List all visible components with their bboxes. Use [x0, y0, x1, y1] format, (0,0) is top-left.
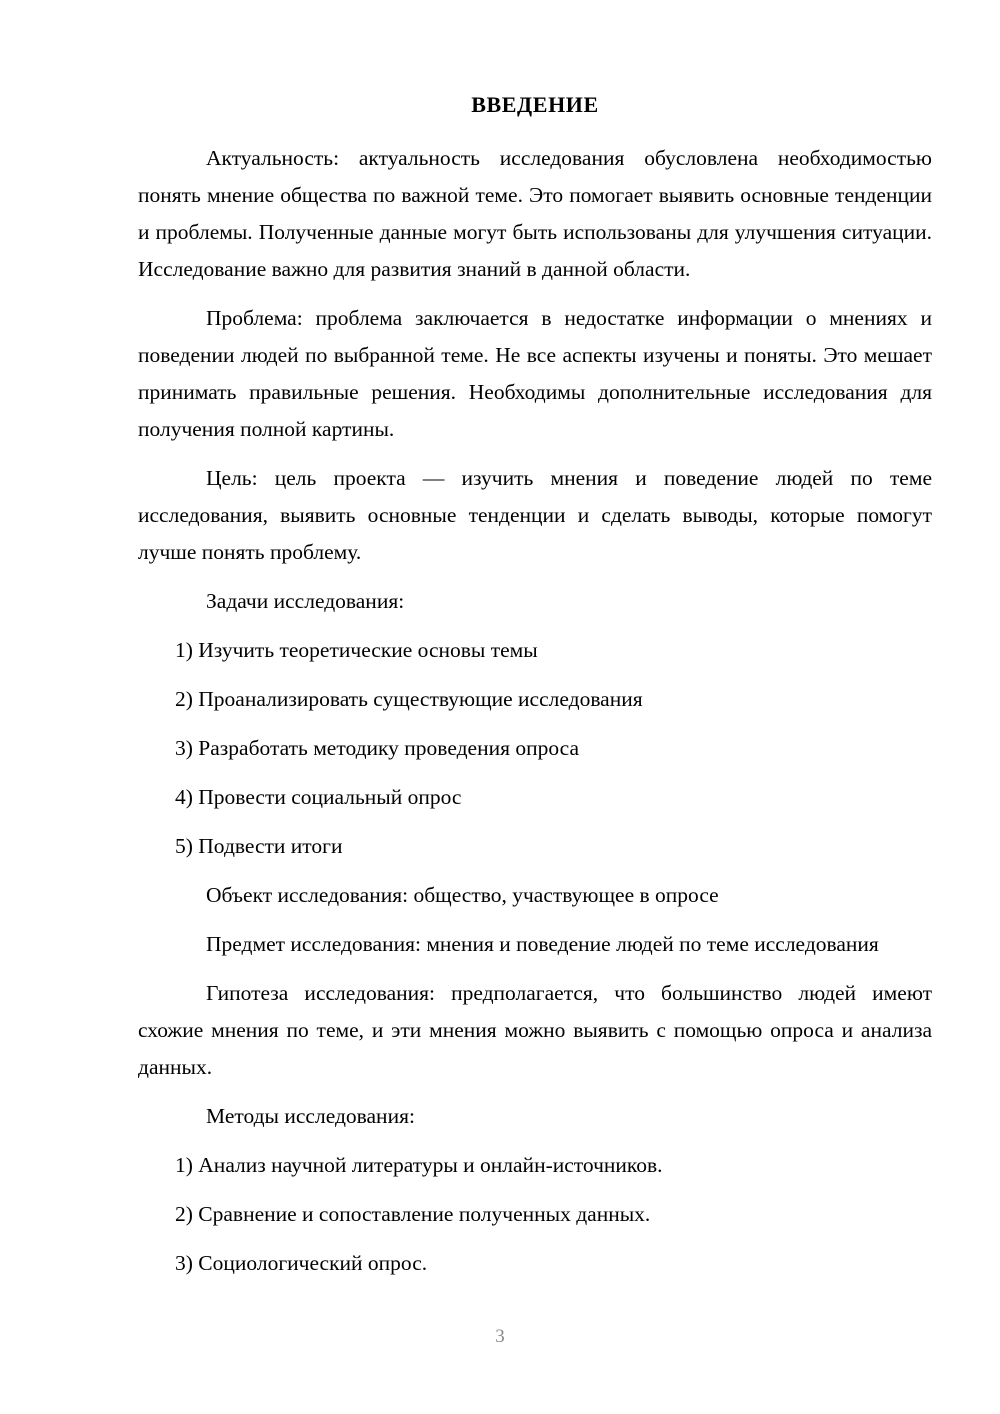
- list-item: 5) Подвести итоги: [175, 834, 343, 858]
- paragraph-relevance: Актуальность: актуальность исследования обусловлена необходимостью понять мнение общества по важной теме. Это помогает выявить основные тенденции и проблемы. Полученные данные могут быть использованы для улучшения ситуации. Исследование важно для развития знаний в данной области.: [138, 146, 932, 281]
- tasks-list: [138, 632, 932, 865]
- paragraph-goal: Цель: цель проекта — изучить мнения и поведение людей по теме исследования, выявить основные тенденции и сделать выводы, которые помогут лучше понять проблему.: [138, 466, 932, 564]
- document-body: [138, 88, 932, 1294]
- list-item: 2) Проанализировать существующие исследования: [175, 687, 643, 711]
- list-item: 4) Провести социальный опрос: [175, 785, 462, 809]
- paragraph-object: Объект исследования: общество, участвующее в опросе: [206, 883, 719, 907]
- paragraph-hypothesis: Гипотеза исследования: предполагается, что большинство людей имеют схожие мнения по теме, и эти мнения можно выявить с помощью опроса и анализа данных.: [138, 981, 932, 1079]
- page-title: ВВЕДЕНИЕ: [471, 92, 599, 117]
- list-item: 3) Социологический опрос.: [175, 1251, 428, 1275]
- heading-methods: Методы исследования:: [206, 1104, 415, 1128]
- list-item: 1) Анализ научной литературы и онлайн-источников.: [175, 1153, 663, 1177]
- heading-tasks: Задачи исследования:: [206, 589, 405, 613]
- page-number: 3: [495, 1326, 505, 1347]
- methods-list: [138, 1147, 932, 1282]
- list-item: 2) Сравнение и сопоставление полученных данных.: [175, 1202, 651, 1226]
- paragraph-subject: Предмет исследования: мнения и поведение людей по теме исследования: [206, 932, 879, 956]
- list-item: 3) Разработать методику проведения опроса: [175, 736, 579, 760]
- list-item: 1) Изучить теоретические основы темы: [175, 638, 538, 662]
- paragraph-problem: Проблема: проблема заключается в недостатке информации о мнениях и поведении людей по выбранной теме. Не все аспекты изучены и поняты. Это мешает принимать правильные решения. Необходимы дополнительные исследования для получения полной картины.: [138, 306, 932, 441]
